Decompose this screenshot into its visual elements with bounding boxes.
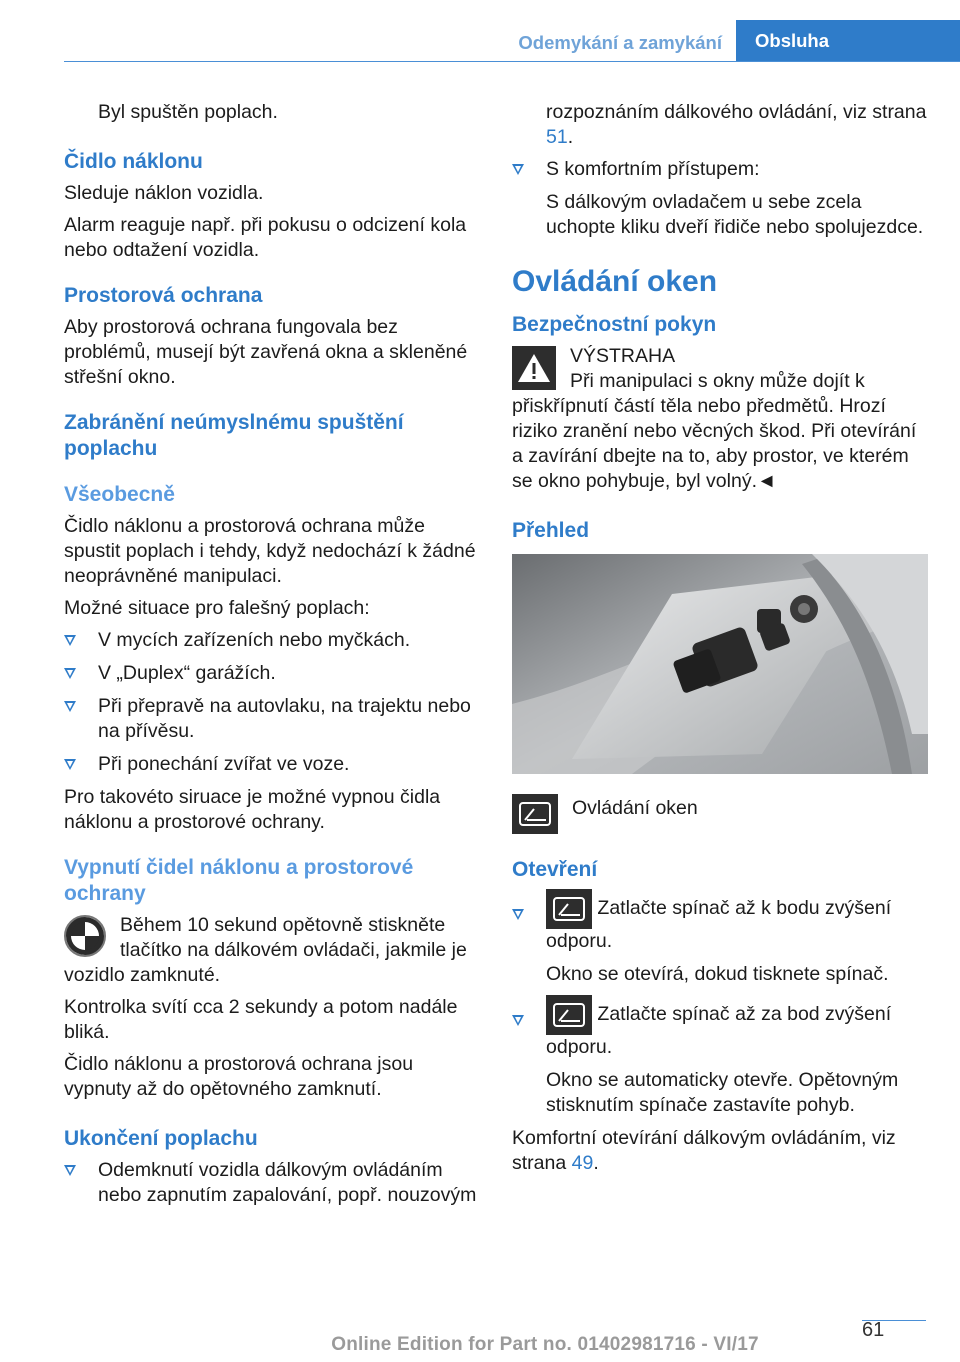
safety-note-heading: Bezpečnostní pokyn — [512, 313, 717, 336]
opening-list — [512, 889, 928, 1118]
switch-caption: Ovládání oken — [572, 797, 698, 819]
warning-text: Při manipulaci s okny může dojít k přiskřípnutí částí těla nebo předmětů. Hrozí riziko zranění nebo věcných škod. Při otevírání a zavírání dbejte na to, aby prostor, ve kterém se okno pohybuje, byl volný.◄ — [512, 370, 917, 492]
list-item: Zatlačte spínač až za bod zvýšení odporu. Okno se automaticky otevře. Opětovným stisknutím spínače zastavíte pohyb. — [512, 995, 928, 1118]
page-link-51[interactable]: 51 — [546, 126, 568, 148]
warning-title: VÝSTRAHA — [570, 345, 676, 367]
general-heading: Všeobecně — [64, 483, 175, 506]
window-switch-photo — [512, 554, 928, 774]
window-switch-icon — [546, 889, 592, 929]
false-alarm-list — [64, 628, 480, 777]
page-link-49[interactable]: 49 — [571, 1152, 594, 1174]
warning-triangle-icon — [512, 346, 556, 390]
bmw-key-button-icon — [64, 915, 106, 957]
bullet-triangle-icon — [64, 668, 76, 679]
list-item: V „Duplex“ garážích. — [64, 661, 480, 686]
general-text-2: Možné situace pro falešný poplach: — [64, 597, 370, 619]
bullet-triangle-icon — [64, 635, 76, 646]
list-item: Odemknutí vozidla dálkovým ovládáním nebo zapnutím zapalování, popř. nouzovým — [64, 1158, 480, 1208]
comfort-list — [512, 157, 928, 182]
page-number: 61 — [862, 1319, 885, 1341]
disable-sensors-text-3: Čidlo náklonu a prostorová ochrana jsou vypnuty až do opětovného zamknutí. — [64, 1053, 414, 1100]
left-column — [64, 100, 480, 1216]
disable-sensors-text-2: Kontrolka svítí cca 2 sekundy a potom nadále bliká. — [64, 996, 458, 1043]
header-rule — [64, 61, 960, 62]
tilt-sensor-heading: Čidlo náklonu — [64, 150, 203, 173]
opening-item-2-note: Okno se automaticky otevře. Opětovným stisknutím spínače zastavíte pohyb. — [546, 1069, 899, 1116]
bullet-triangle-icon — [64, 759, 76, 770]
header-chapter-tab: Obsluha — [736, 20, 960, 62]
disable-sensors-text-1: Během 10 sekund opětovně stiskněte tlačítko na dálkovém ovládači, jakmile je vozidlo zamknuté. — [64, 914, 467, 986]
bullet-triangle-icon — [512, 1015, 524, 1026]
list-item: Při přepravě na autovlaku, na trajektu nebo na přívěsu. — [64, 694, 480, 744]
window-switch-icon — [546, 995, 592, 1035]
general-text-1: Čidlo náklonu a prostorová ochrana může spustit poplach i tehdy, když nedochází k žádné neoprávněné manipulaci. — [64, 515, 476, 587]
window-switch-icon — [512, 794, 558, 834]
continued-text: rozpoznáním dálkového ovládání, viz strana 51. — [546, 101, 927, 148]
bullet-triangle-icon — [512, 909, 524, 920]
list-item: Zatlačte spínač až k bodu zvýšení odporu. Okno se otevírá, dokud tisknete spínač. — [512, 889, 928, 987]
opening-item-1-note: Okno se otevírá, dokud tisknete spínač. — [546, 963, 889, 985]
tilt-sensor-text-1: Sleduje náklon vozidla. — [64, 182, 264, 204]
comfort-access-text: S dálkovým ovladačem u sebe zcela uchopte kliku dveří řidiče nebo spolujezdce. — [546, 191, 924, 238]
intro-line: Byl spuštěn poplach. — [98, 101, 278, 123]
comfort-opening-text: Komfortní otevírání dálkovým ovládáním, viz strana 49. — [512, 1127, 896, 1174]
window-operation-heading: Ovládání oken — [512, 265, 718, 298]
tilt-sensor-text-2: Alarm reaguje např. při pokusu o odcizení kola nebo odtažení vozidla. — [64, 214, 467, 261]
overview-heading: Přehled — [512, 519, 590, 542]
right-column — [512, 100, 928, 1183]
interior-protection-text: Aby prostorová ochrana fungovala bez problémů, musejí být zavřená okna a skleněné střešní okno. — [64, 316, 468, 388]
bullet-triangle-icon — [512, 164, 524, 175]
end-alarm-heading: Ukončení poplachu — [64, 1127, 258, 1150]
footer-edition: Online Edition for Part no. 01402981716 - VI/17 — [331, 1334, 759, 1355]
list-item: S komfortním přístupem: — [512, 157, 928, 182]
interior-protection-heading: Prostorová ochrana — [64, 284, 263, 307]
disable-sensors-heading: Vypnutí čidel náklonu a prostorové ochrany — [64, 856, 414, 905]
bullet-triangle-icon — [64, 1165, 76, 1176]
list-item: Při ponechání zvířat ve voze. — [64, 752, 480, 777]
list-item: V mycích zařízeních nebo myčkách. — [64, 628, 480, 653]
opening-heading: Otevření — [512, 858, 598, 881]
end-alarm-list — [64, 1158, 480, 1208]
prevent-false-alarm-heading: Zabránění neúmyslnému spuštění poplachu — [64, 411, 404, 460]
header-section-title: Odemykání a zamykání — [518, 32, 722, 53]
bullet-triangle-icon — [64, 701, 76, 712]
general-text-3: Pro takovéto siruace je možné vypnou čidla náklonu a prostorové ochrany. — [64, 786, 441, 833]
